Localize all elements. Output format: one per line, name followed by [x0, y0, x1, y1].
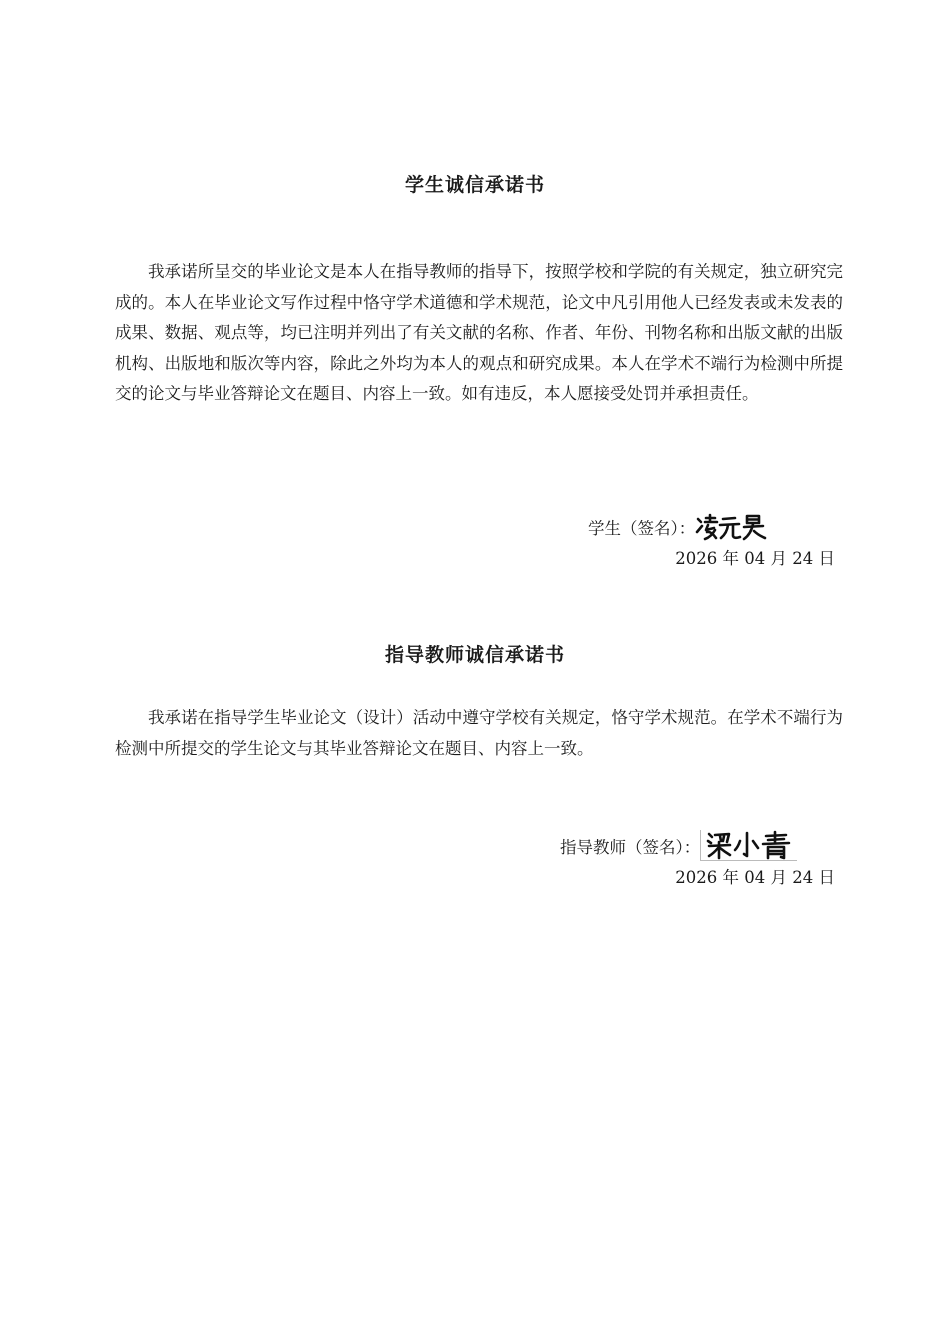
student-signature-line [588, 512, 769, 542]
student-pledge-title: 学生诚信承诺书 [404, 174, 545, 196]
advisor-handwritten-signature [700, 830, 797, 861]
student-signature-label: 学生（签名）： [588, 519, 696, 538]
student-pledge-body: 我承诺所呈交的毕业论文是本人在指导教师的指导下，按照学校和学院的有关规定，独立研究完成的。本人在毕业论文写作过程中恪守学术道德和学术规范，论文中凡引用他人已经发表或未发表的成果、数据、观点等，均已注明并列出了有关文献的名称、作者、年份、刊物名称和出版文献的出版机构、出版地和版次等内容，除此之外均为本人的观点和研究成果。本人在学术不端行为检测中所提交的论文与毕业答辩论文在题目、内容上一致。如有违反，本人愿接受处罚并承担责任。 [115, 262, 843, 403]
advisor-signature-line [560, 830, 797, 861]
advisor-signature-label: 指导教师（签名）： [560, 837, 701, 857]
advisor-pledge-title: 指导教师诚信承诺书 [384, 644, 565, 666]
student-handwritten-signature [695, 512, 769, 542]
student-signature-date: 2026 年 04 月 24 日 [675, 549, 835, 568]
advisor-pledge-body: 我承诺在指导学生毕业论文（设计）活动中遵守学校有关规定，恪守学术规范。在学术不端行为检测中所提交的学生论文与其毕业答辩论文在题目、内容上一致。 [115, 708, 843, 758]
advisor-signature-date: 2026 年 04 月 24 日 [675, 868, 835, 887]
